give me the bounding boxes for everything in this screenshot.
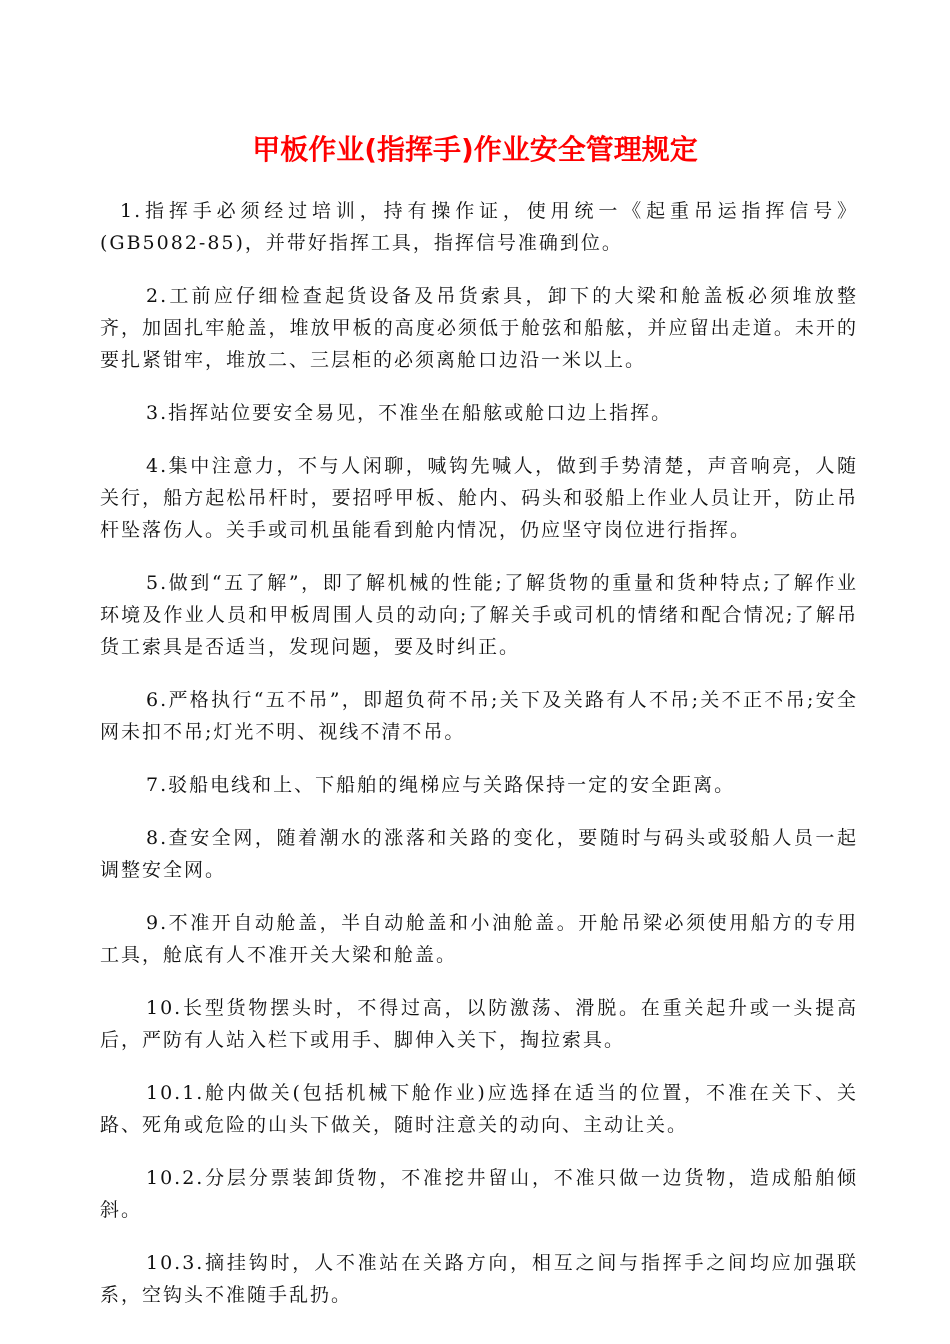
paragraph-10-2: 10.2.分层分票装卸货物，不准挖井留山，不准只做一边货物，造成船舶倾斜。 xyxy=(100,1167,858,1221)
paragraph-10-3: 10.3.摘挂钩时，人不准站在关路方向，相互之间与指挥手之间均应加强联系，空钩头不准随手乱扔。 xyxy=(100,1252,858,1306)
paragraph-8: 8.查安全网，随着潮水的涨落和关路的变化，要随时与码头或驳船人员一起调整安全网。 xyxy=(100,827,858,881)
document-title: 甲板作业(指挥手)作业安全管理规定 xyxy=(252,133,698,166)
paragraph-5: 5.做到“五了解”，即了解机械的性能;了解货物的重量和货种特点;了解作业环境及作业人员和甲板周围人员的动向;了解关手或司机的情绪和配合情况;了解吊货工索具是否适当，发现问题，要及时纠正。 xyxy=(100,572,858,658)
document-body xyxy=(100,195,858,1332)
paragraph-7: 7.驳船电线和上、下船舶的绳梯应与关路保持一定的安全距离。 xyxy=(146,774,736,796)
paragraph-1: 1.指挥手必须经过培训，持有操作证，使用统一《起重吊运指挥信号》(GB5082-85)，并带好指挥工具，指挥信号准确到位。 xyxy=(100,200,858,254)
paragraph-4: 4.集中注意力，不与人闲聊，喊钩先喊人，做到手势清楚，声音响亮，人随关行，船方起松吊杆时，要招呼甲板、舱内、码头和驳船上作业人员让开，防止吊杆坠落伤人。关手或司机虽能看到舱内情况，仍应坚守岗位进行指挥。 xyxy=(100,455,858,541)
paragraph-6: 6.严格执行“五不吊”，即超负荷不吊;关下及关路有人不吊;关不正不吊;安全网未扣不吊;灯光不明、视线不清不吊。 xyxy=(100,689,858,743)
paragraph-3: 3.指挥站位要安全易见，不准坐在船舷或舱口边上指挥。 xyxy=(146,402,673,424)
paragraph-2: 2.工前应仔细检查起货设备及吊货索具，卸下的大梁和舱盖板必须堆放整齐，加固扎牢舱盖，堆放甲板的高度必须低于舱弦和船舷，并应留出走道。未开的要扎紧钳牢，堆放二、三层柜的必须离舱口边沿一米以上。 xyxy=(100,285,858,371)
paragraph-10-1: 10.1.舱内做关(包括机械下舱作业)应选择在适当的位置，不准在关下、关路、死角或危险的山头下做关，随时注意关的动向、主动让关。 xyxy=(100,1082,858,1136)
paragraph-9: 9.不准开自动舱盖，半自动舱盖和小油舱盖。开舱吊梁必须使用船方的专用工具，舱底有人不准开关大梁和舱盖。 xyxy=(100,912,858,966)
paragraph-10: 10.长型货物摆头时，不得过高，以防激荡、滑脱。在重关起升或一头提高后，严防有人站入栏下或用手、脚伸入关下，掏拉索具。 xyxy=(100,997,858,1051)
